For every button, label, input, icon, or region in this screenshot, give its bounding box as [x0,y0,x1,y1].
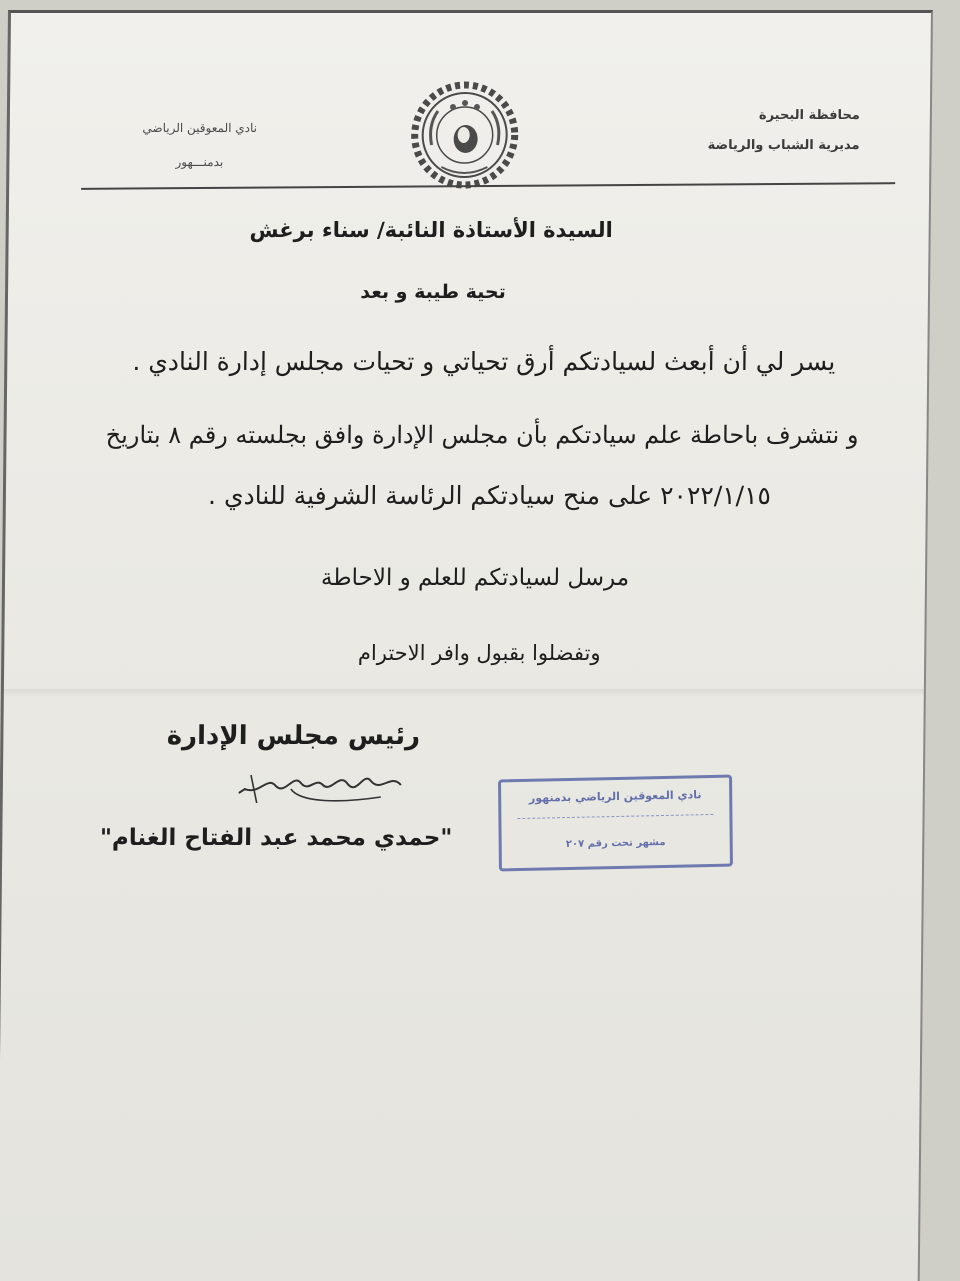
letter-page [0,10,933,1281]
header-left [99,111,300,179]
paragraph-4: مرسل لسيادتكم للعلم و الاحاطة [320,565,630,591]
signatory-title: رئيس مجلس الإدارة [166,721,421,751]
paragraph-1: يسر لي أن أبعث لسيادتكم أرق تحياتي و تحيات مجلس إدارة النادي . [132,347,836,376]
club-name: نادي المعوقين الرياضي [142,121,258,135]
directorate-label: مديرية الشباب والرياضة [707,138,860,153]
salutation: السيدة الأستاذة النائبة/ سناء برغش [249,218,613,242]
paper-fold [4,689,924,697]
signatory-name: "حمدي محمد عبد الفتاح الغنام" [99,825,453,851]
paragraph-2: و نتشرف باحاطة علم سيادتكم بأن مجلس الإدارة وافق بجلسته رقم ٨ بتاريخ [105,421,859,449]
paragraph-3: ٢٠٢٢/١/١٥ على منح سيادتكم الرئاسة الشرفية للنادي . [207,481,772,510]
governorate-label: محافظة البحيرة [758,108,860,123]
club-city: بدمنـــهور [175,155,224,169]
club-stamp [498,775,733,872]
header-right [708,101,861,161]
greeting: تحية طيبة و بعد [360,281,506,303]
stamp-divider [517,814,713,819]
stamp-line-1: نادي المعوقين الرياضي بدمنهور [528,788,702,805]
closing-line: وتفضلوا بقبول وافر الاحترام [357,641,601,665]
handwritten-signature [231,763,412,811]
stamp-line-2: مشهر تحت رقم ٢٠٧ [565,836,666,851]
club-logo-icon [407,75,523,190]
